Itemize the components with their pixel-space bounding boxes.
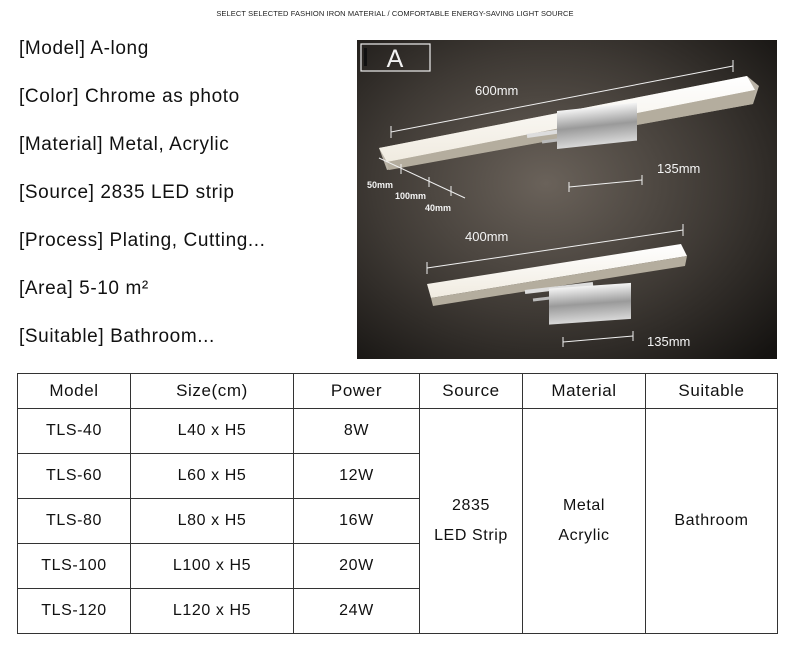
- cell-suitable: Bathroom: [646, 409, 778, 634]
- spec-model: [Model] A-long: [19, 38, 149, 59]
- spec-table: [17, 373, 778, 634]
- spec-suitable: [Suitable] Bathroom...: [19, 326, 215, 347]
- cell-size: L100 x H5: [131, 544, 294, 589]
- source-line-1: 2835: [452, 497, 490, 514]
- cell-size: L40 x H5: [131, 409, 294, 454]
- cell-material: [523, 409, 646, 634]
- spec-area: [Area] 5-10 m²: [19, 278, 149, 299]
- dim-600-label: 600mm: [475, 83, 519, 98]
- cell-source: [420, 409, 523, 634]
- dim-40-label: 40mm: [425, 203, 452, 213]
- dim-400-label: 400mm: [465, 229, 509, 244]
- spec-material: [Material] Metal, Acrylic: [19, 134, 230, 155]
- col-header-material: Material: [523, 374, 646, 409]
- col-header-source: Source: [420, 374, 523, 409]
- cell-size: L60 x H5: [131, 454, 294, 499]
- spec-color: [Color] Chrome as photo: [19, 86, 240, 107]
- cell-size: L80 x H5: [131, 499, 294, 544]
- cell-power: 16W: [294, 499, 420, 544]
- spec-process: [Process] Plating, Cutting...: [19, 230, 266, 251]
- source-line-2: LED Strip: [434, 527, 508, 544]
- spec-source: [Source] 2835 LED strip: [19, 182, 235, 203]
- cell-size: L120 x H5: [131, 589, 294, 634]
- cell-model: TLS-80: [18, 499, 131, 544]
- col-header-model: Model: [18, 374, 131, 409]
- dim-135-bottom-label: 135mm: [647, 334, 691, 349]
- cell-power: 20W: [294, 544, 420, 589]
- col-header-suitable: Suitable: [646, 374, 778, 409]
- header-caption: SELECT SELECTED FASHION IRON MATERIAL / COMFORTABLE ENERGY-SAVING LIGHT SOURCE: [216, 9, 574, 18]
- cell-power: 8W: [294, 409, 420, 454]
- dim-100-label: 100mm: [395, 191, 427, 201]
- dim-50-label: 50mm: [367, 180, 394, 190]
- cell-power: 24W: [294, 589, 420, 634]
- cell-model: TLS-120: [18, 589, 131, 634]
- label-mark: [364, 48, 367, 66]
- cell-model: TLS-40: [18, 409, 131, 454]
- table-row: [18, 409, 778, 454]
- dim-135-top-label: 135mm: [657, 161, 701, 176]
- material-line-2: Acrylic: [558, 527, 610, 544]
- product-photo: [357, 40, 777, 359]
- col-header-size: Size(cm): [131, 374, 294, 409]
- cell-power: 12W: [294, 454, 420, 499]
- col-header-power: Power: [294, 374, 420, 409]
- material-line-1: Metal: [562, 497, 606, 514]
- cell-model: TLS-60: [18, 454, 131, 499]
- cell-model: TLS-100: [18, 544, 131, 589]
- table-header-row: [18, 374, 778, 409]
- label-a: A: [386, 45, 404, 73]
